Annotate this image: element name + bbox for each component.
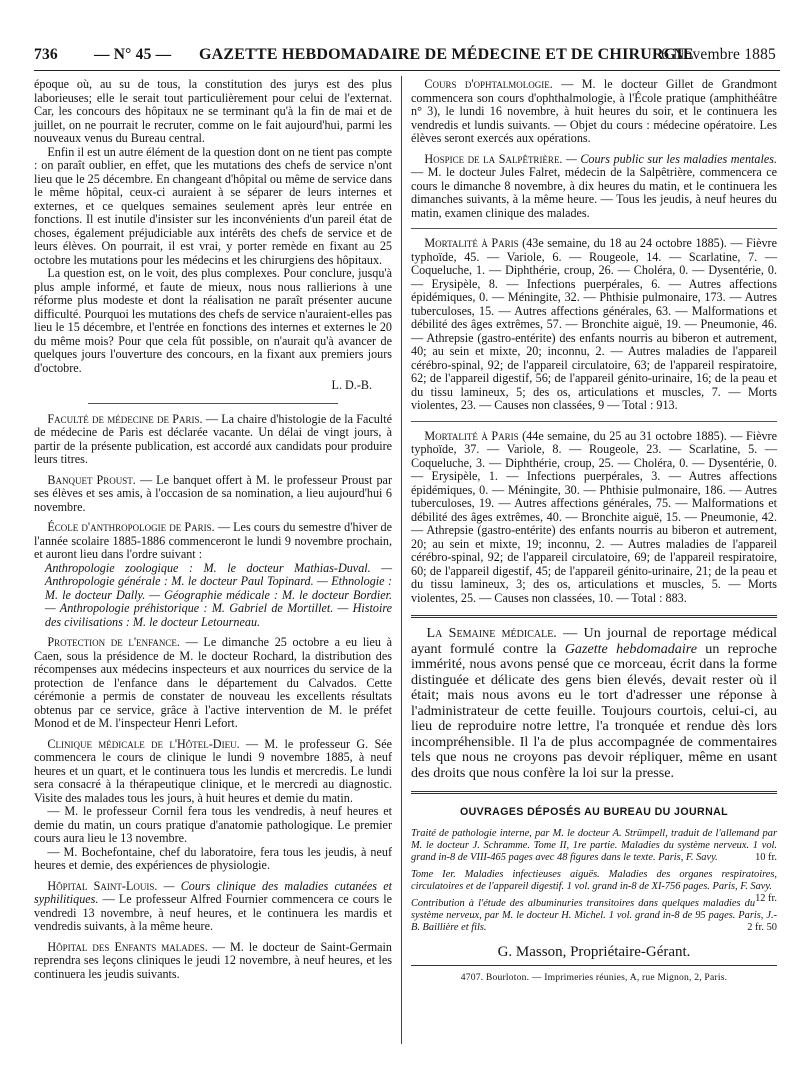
notice-saint-louis [34,880,392,934]
column-divider [401,76,402,1044]
notice-text: — M. le professeur Cornil fera tous les vendredis, à neuf heures et demie du matin, un cours pratique d'anatomie pathologique. Le premier cours aura lieu le 13 novembre. [34,804,392,845]
ouvrage-entry [411,868,777,904]
section-divider [411,791,777,794]
notice-italic: — Cours clinique des maladies cutanées et syphilitiques. [34,878,393,906]
mortality-text: (43e semaine, du 18 au 24 octobre 1885). — Fièvre typhoïde, 45. — Variole, 6. — Rougeole, 14. — Scarlatine, 7. — Coqueluche, 1. — Diphthérie, croup, 26. — Choléra, 0. — Dysentérie, 0. — Erysipèle, 8. — Infections puerpérales, 6. — Autres affections épidémiques, 0. — Méningite, 32. — Phthisie pulmonaire, 173. — Autres tuberculoses, 15. — Autres affections générales, 63. — Malformations et débilité des âges extrêmes, 57. — Bronchite aiguë, 19. — Pneumonie, 46. — Athrepsie (gastro-entérite) des enfants nourris au biberon et autrement, 40; au sein et mixte, 20; inconnu, 2. — Autres maladies de l'appareil cérébro-spinal, 92; de l'appareil circulatoire, 63; de l'appareil respiratoire, 62; de l'appareil digestif, 56; de l'appareil génito-urinaire, 16; de la peau et du tissu lamineux, 5; des os, articulations et muscles, 7. — Morts violentes, 23. — Causes non classées, 9 — Total : 913. [411,236,777,412]
issue-date: 6 Novembre 1885 [661,46,776,63]
ouvrages-title: OUVRAGES DÉPOSÉS AU BUREAU DU JOURNAL [459,806,729,818]
ouvrage-text: Traité de pathologie interne, par M. le docteur A. Strümpell, traduit de l'allemand par M. le docteur J. Schramme. Tome II, 1re partie. Maladies du système nerveux. 1 vol. grand in-8 de VIII-465 pages avec 48 figures dans le texte. Paris, F. Savy. [411,827,777,863]
article-paragraph: La question est, on le voit, des plus complexes. Pour conclure, jusqu'à plus ample informé, et faute de mieux, nous nous rallierions à une réforme plus modeste et dont la réalisation ne paraît présenter aucune difficulté. Pourquoi les mutations des chefs de service n'auraient-elles pas lieu le 15 décembre, et l'entrée en fonctions des internes et externes le 20 du même mois? Pour que cela fût possible, on n'aurait qu'à avancer de quelques jours l'ouverture des concours, en la fixant aux premiers jours d'octobre. [34,266,392,375]
notice-text: un reproche immérité, nous avons pensé que ce morceau, écrit dans la forme distinguée et délicate des gens bien élevés, devait rester où il était; mais nous avons eu le tort d'adresser une réponse à l'administrateur de cette feuille. Toujours courtois, celui-ci, au lieu de reproduire notre lettre, l'a tronquée et rendue dès lors incompréhensible. Il l'a de plus accompagnée de commentaires tels que nous ne croyons pas devoir répliquer, même en usant des droits que nous confère la loi sur la presse. [411,640,777,781]
notice-text: — M. le docteur Jules Falret, médecin de la Salpêtrière, commencera ce cours le dimanche 8 novembre, à dix heures du matin, et le continuera les dimanches suivants, à la même heure. — Tous les jeudis, à neuf heures du matin, examen clinique des malades. [411,165,777,220]
notice-clinique-hotel-dieu [34,738,392,873]
section-divider [411,228,777,229]
section-divider [88,403,339,404]
article-signature: L. D.-B. [331,378,372,392]
notice-text: — Le dimanche 25 octobre a eu lieu à Caen, sous la présidence de M. le docteur Rochard, la distribution des récompenses aux médecins inspecteurs et aux nourrices du service de la protection de l'enfance dans le département du Calvados. Cette cérémonie a permis de constater de nouveau les excellents résultats obtenus par ce service, grâce à l'active intervention de M. le préfet Monod et de M. l'inspecteur Henri Lefort. [34,635,392,730]
notice-protection-enfance [34,636,392,731]
section-divider [411,615,777,618]
article-paragraph: Enfin il est un autre élément de la question dont on ne tient pas compte : on paraît oublier, en effet, que les mutations des chefs de service n'ont lieu que le 25 décembre. En changeant d'hôpital ou même de service dans le même hôpital, ceux-ci auraient à se séparer de leurs internes et externes, et ce quelques semaines seulement après leur entrée en fonctions. Il est inutile d'insister sur les inconvénients d'un pareil état de choses, également préjudiciable aux intérêts des chefs de service et de leurs élèves. On pourrait, il est vrai, y porter remède en fixant au 25 octobre les mutations pour les médecins et les chirurgiens des hôpitaux. [34,144,392,267]
article-paragraph: époque où, au su de tous, la constitution des jurys est des plus laborieuses; elle le serait tout particulièrement pour celui de l'externat. Car, les concours des hôpitaux ne se terminant qu'à la fin de mai et de juillet, on ne pourrait le recruter, comme on le fait aujourd'hui, parmi les nouveaux venus du Bureau central. [34,77,392,145]
notice-heading: Hospice de la Salpêtrière. [424,151,563,166]
notice-text: — M. le professeur G. Sée commencera le cours de clinique le lundi 9 novembre 1885, à neuf heures et un quart, et le continuera tous les lundis et mercredis. Le lundi sera consacré à la thérapeutique clinique, et le mercredi au diagnostic. Visite des malades tous les jours, à huit heures et demie du matin. [34,736,393,805]
ouvrage-text: Contribution à l'étude des albuminuries transitoires dans quelques maladies du système nerveux, par M. le docteur H. Michel. 1 vol. grand in-8 de 95 pages. Paris, J.-B. Baillière et fils. [411,897,777,933]
imprint-line: 4707. Bourloton. — Imprimeries réunies, A, rue Mignon, 2, Paris. [411,965,777,985]
notice-salpetriere [411,153,777,221]
mortality-heading: Mortalité à Paris [424,236,519,250]
notice-text: — Un journal de reportage médical ayant formulé contre la [411,625,777,657]
page-header [34,40,780,71]
notice-heading: École d'anthropologie de Paris. [47,520,215,534]
notice-heading: Cours d'ophtalmologie. [424,77,553,91]
notice-heading: Banquet Proust. [47,472,136,487]
course-list: Anthropologie zoologique : M. le docteur Mathias-Duval. — Anthropologie générale : M. le docteur Paul Topinard. — Ethnologie : M. le docteur Dally. — Géographie médicale : M. le docteur Bordier. — Anthropologie préhistorique : M. Gabriel de Mortillet. — Histoire des civilisations : M. le docteur Letourneau. [44,560,392,629]
notice-heading: Hôpital des Enfants malades. [47,939,208,954]
notice-italic: Gazette hebdomadaire [564,640,697,657]
notice-text: — Le professeur Alfred Fournier commencera ce cours le vendredi 13 novembre, à neuf heures, et le continuera les mardis et vendredis suivants, à la même heure. [34,892,392,933]
notice-ophtalmologie [411,78,777,146]
notice-heading: Faculté de médecine de Paris. [47,411,203,426]
notice-italic: — Cours public sur les maladies mentales. [562,151,777,166]
ouvrage-entry [411,898,777,934]
notice-ecole-anthropologie [34,521,392,629]
notice-semaine-medicale [411,626,777,781]
right-column [411,78,777,985]
mortality-text: (44e semaine, du 25 au 31 octobre 1885). — Fièvre typhoïde, 37. — Variole, 8. — Rougeole, 23. — Scarlatine, 5. — Coqueluche, 3. — Diphthérie, croup, 25. — Choléra, 0. — Dysentérie, 0. — Erysipèle, 1. — Infections puerpérales, 3. — Autres affections épidémiques, 0. — Méningite, 30. — Phthisie pulmonaire, 186. — Autres tuberculoses, 19. — Autres affections générales, 75. — Malformations et débilité des âges extrêmes, 40. — Bronchite aiguë, 15. — Pneumonie, 42. — Athrepsie (gastro-entérite) des enfants nourris au biberon et autrement, 20; au sein et mixte, 19; inconnu, 2. — Autres maladies de l'appareil cérébro-spinal, 92; de l'appareil circulatoire, 69; de l'appareil respiratoire, 60; de l'appareil digestif, 45; de l'appareil génito-urinaire, 21; de la peau et du tissu lamineux, 3; des os, articulations et muscles, 5. — Morts violentes, 25. — Causes non classées, 10. — Total : 883. [411,428,777,605]
notice-text: — M. le docteur Gillet de Grandmont commencera son cours d'ophthalmologie, à l'École pratique (amphithéâtre n° 3), le lundi 16 novembre, à huit heures du soir, et le continuera les vendredis et lundis suivants. — Objet du cours : médecine opératoire. Les élèves seront exercés aux opérations. [411,77,777,145]
notice-text: — M. le docteur de Saint-Germain reprendra ses leçons cliniques le jeudi 12 novembre, à neuf heures, et les continuera les jeudis suivants. [34,939,392,981]
notice-enfants-malades [34,941,392,982]
notice-heading: La Semaine médicale. [426,625,557,641]
ouvrage-entry [411,828,777,864]
notice-text: — Les cours du semestre d'hiver de l'année scolaire 1885-1886 commenceront le lundi 9 novembre prochain, et auront lieu dans l'ordre suivant : [34,520,392,561]
ouvrage-price: 2 fr. 50 [747,921,777,933]
notice-banquet [34,474,392,515]
notice-text: — Le banquet offert à M. le professeur Proust par ses élèves et ses amis, à l'occasion de sa nomination, a lieu aujourd'hui 6 novembre. [34,472,392,514]
mortality-week-44 [411,430,777,606]
ouvrage-price: 10 fr. [755,851,777,863]
notice-heading: Protection de l'enfance. [47,635,180,649]
left-column [34,78,392,988]
section-divider [411,421,777,422]
notice-text: — M. Bochefontaine, chef du laboratoire, fera tous les jeudis, à neuf heures et demie, des expériences de physiologie. [34,844,392,872]
journal-title: GAZETTE HEBDOMADAIRE DE MÉDECINE ET DE CHIRURGIE [199,46,694,63]
ouvrage-price: 12 fr. [755,892,777,904]
notice-faculte [34,413,392,467]
gerant-line: G. Masson, Propriétaire-Gérant. [497,943,691,960]
notice-text: — La chaire d'histologie de la Faculté de médecine de Paris est déclarée vacante. Un délai de vingt jours, à partir de la présente publication, est accordé aux candidats pour produire leurs titres. [34,411,392,466]
page-number: 736 [34,46,58,63]
mortality-week-43 [411,237,777,413]
notice-heading: Clinique médicale de l'Hôtel-Dieu. [47,736,240,751]
issue-number: — N° 45 — [94,46,172,63]
mortality-heading: Mortalité à Paris [424,428,519,443]
notice-heading: Hôpital Saint-Louis. [47,878,158,893]
ouvrage-text: Tome Ier. Maladies infectieuses aiguës. Maladies des organes respiratoires, circulatoires et de l'appareil digestif. 1 vol. grand in-8 de XI-756 pages. Paris, F. Savy. [411,868,777,892]
